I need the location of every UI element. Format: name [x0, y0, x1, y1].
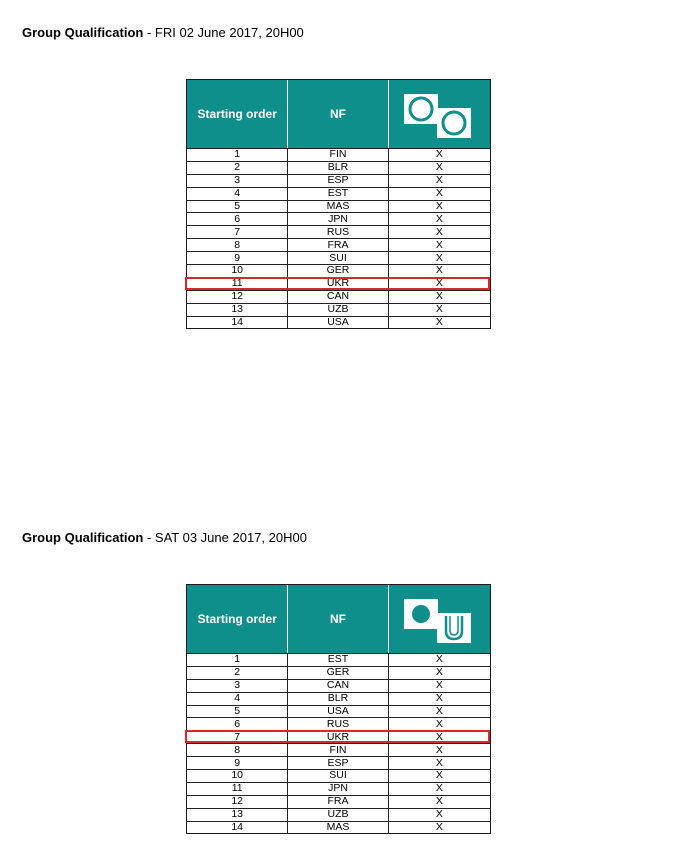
starting-order-cell: 13 [187, 304, 288, 316]
starting-order-cell: 12 [187, 291, 288, 303]
nf-cell: SUI [288, 770, 388, 782]
table-row [187, 238, 490, 251]
table-row [187, 148, 490, 161]
nf-cell: MAS [288, 822, 388, 834]
section-2-title-main: Group Qualification [22, 530, 144, 545]
header-starting-order: Starting order [187, 80, 288, 148]
starting-order-cell: 8 [187, 744, 288, 756]
entry-mark-cell: X [435, 679, 443, 692]
table-row [187, 212, 490, 225]
entry-mark-cell: X [435, 239, 443, 251]
nf-cell: SUI [288, 252, 388, 264]
table-row [187, 782, 490, 795]
starting-order-cell: 4 [187, 693, 288, 705]
entry-mark-cell: X [435, 200, 443, 212]
nf-cell: FRA [288, 796, 388, 808]
header-event [389, 585, 490, 653]
table-body [187, 148, 490, 328]
table-row [187, 808, 490, 821]
table-row [187, 316, 490, 329]
entry-mark-cell: X [435, 303, 443, 316]
starting-order-cell: 9 [187, 757, 288, 769]
table-row [187, 756, 490, 769]
table-row [187, 290, 490, 303]
table-row [187, 251, 490, 264]
nf-cell: UKR [288, 731, 388, 743]
nf-cell: USA [288, 317, 388, 329]
starting-order-cell: 14 [187, 822, 288, 834]
section-1-title-date: - FRI 02 June 2017, 20H00 [146, 25, 304, 40]
starting-order-cell: 3 [187, 680, 288, 692]
entry-mark-cell: X [435, 705, 443, 717]
nf-cell: UKR [288, 278, 388, 290]
entry-mark-cell: X [435, 744, 443, 756]
starting-order-cell: 6 [187, 718, 288, 730]
entry-mark-cell: X [435, 213, 443, 225]
starting-order-cell: 7 [187, 731, 288, 743]
table-row [187, 187, 490, 200]
table-row [187, 264, 490, 277]
start-order-table-2 [186, 584, 491, 834]
section-1-title [22, 25, 304, 40]
nf-cell: ESP [288, 175, 388, 187]
starting-order-cell: 14 [187, 317, 288, 329]
starting-order-cell: 11 [187, 278, 288, 290]
table-row [187, 705, 490, 718]
section-2-title [22, 530, 307, 545]
entry-mark-cell: X [435, 252, 443, 264]
nf-cell: JPN [288, 783, 388, 795]
nf-cell: CAN [288, 680, 388, 692]
entry-mark-cell: X [435, 149, 443, 161]
header-nf: NF [288, 585, 388, 653]
nf-cell: UZB [288, 304, 388, 316]
table-row [187, 795, 490, 808]
starting-order-cell: 1 [187, 149, 288, 161]
table-header [187, 585, 490, 653]
nf-cell: RUS [288, 226, 388, 238]
table-row [187, 174, 490, 187]
nf-cell: BLR [288, 162, 388, 174]
entry-mark-cell: X [435, 187, 443, 200]
nf-cell: ESP [288, 757, 388, 769]
entry-mark-cell: X [435, 795, 443, 808]
nf-cell: USA [288, 706, 388, 718]
table-row [187, 821, 490, 834]
entry-mark-cell: X [435, 161, 443, 174]
table-row [187, 692, 490, 705]
header-starting-order: Starting order [187, 585, 288, 653]
header-event [389, 80, 490, 148]
starting-order-cell: 6 [187, 213, 288, 225]
nf-cell: GER [288, 667, 388, 679]
table-row [187, 200, 490, 213]
starting-order-cell: 5 [187, 706, 288, 718]
nf-cell: MAS [288, 201, 388, 213]
nf-cell: FIN [288, 149, 388, 161]
nf-cell: UZB [288, 809, 388, 821]
starting-order-cell: 13 [187, 809, 288, 821]
nf-cell: FRA [288, 239, 388, 251]
table-row [187, 303, 490, 316]
entry-mark-cell: X [435, 316, 443, 329]
table-header [187, 80, 490, 148]
entry-mark-cell: X [435, 265, 443, 277]
table-row [187, 225, 490, 238]
entry-mark-cell: X [435, 731, 443, 743]
nf-cell: BLR [288, 693, 388, 705]
entry-mark-cell: X [435, 226, 443, 238]
starting-order-cell: 11 [187, 783, 288, 795]
starting-order-cell: 9 [187, 252, 288, 264]
starting-order-cell: 7 [187, 226, 288, 238]
table-row [187, 730, 490, 743]
starting-order-cell: 10 [187, 265, 288, 277]
entry-mark-cell: X [435, 692, 443, 705]
table-row [187, 277, 490, 290]
entry-mark-cell: X [435, 174, 443, 187]
ball-and-rope-apparatus-icon [399, 593, 479, 645]
entry-mark-cell: X [435, 290, 443, 303]
table-row [187, 666, 490, 679]
nf-cell: GER [288, 265, 388, 277]
starting-order-cell: 2 [187, 162, 288, 174]
table-body [187, 653, 490, 833]
nf-cell: EST [288, 654, 388, 666]
starting-order-cell: 8 [187, 239, 288, 251]
starting-order-cell: 12 [187, 796, 288, 808]
header-nf: NF [288, 80, 388, 148]
nf-cell: RUS [288, 718, 388, 730]
table-row [187, 769, 490, 782]
table-row [187, 679, 490, 692]
table-row [187, 161, 490, 174]
entry-mark-cell: X [435, 770, 443, 782]
entry-mark-cell: X [435, 277, 443, 290]
entry-mark-cell: X [435, 718, 443, 730]
starting-order-cell: 3 [187, 175, 288, 187]
nf-cell: CAN [288, 291, 388, 303]
starting-order-cell: 1 [187, 654, 288, 666]
table-row [187, 743, 490, 756]
section-2-title-date: - SAT 03 June 2017, 20H00 [146, 530, 307, 545]
starting-order-cell: 4 [187, 188, 288, 200]
entry-mark-cell: X [435, 782, 443, 795]
nf-cell: JPN [288, 213, 388, 225]
starting-order-cell: 10 [187, 770, 288, 782]
starting-order-cell: 5 [187, 201, 288, 213]
start-order-table-1 [186, 79, 491, 329]
table-row [187, 653, 490, 666]
entry-mark-cell: X [435, 654, 443, 666]
starting-order-cell: 2 [187, 667, 288, 679]
nf-cell: EST [288, 188, 388, 200]
table-row [187, 717, 490, 730]
two-rings-apparatus-icon [399, 88, 479, 140]
entry-mark-cell: X [435, 666, 443, 679]
nf-cell: FIN [288, 744, 388, 756]
entry-mark-cell: X [435, 821, 443, 834]
entry-mark-cell: X [435, 757, 443, 769]
section-1-title-main: Group Qualification [22, 25, 144, 40]
entry-mark-cell: X [435, 808, 443, 821]
